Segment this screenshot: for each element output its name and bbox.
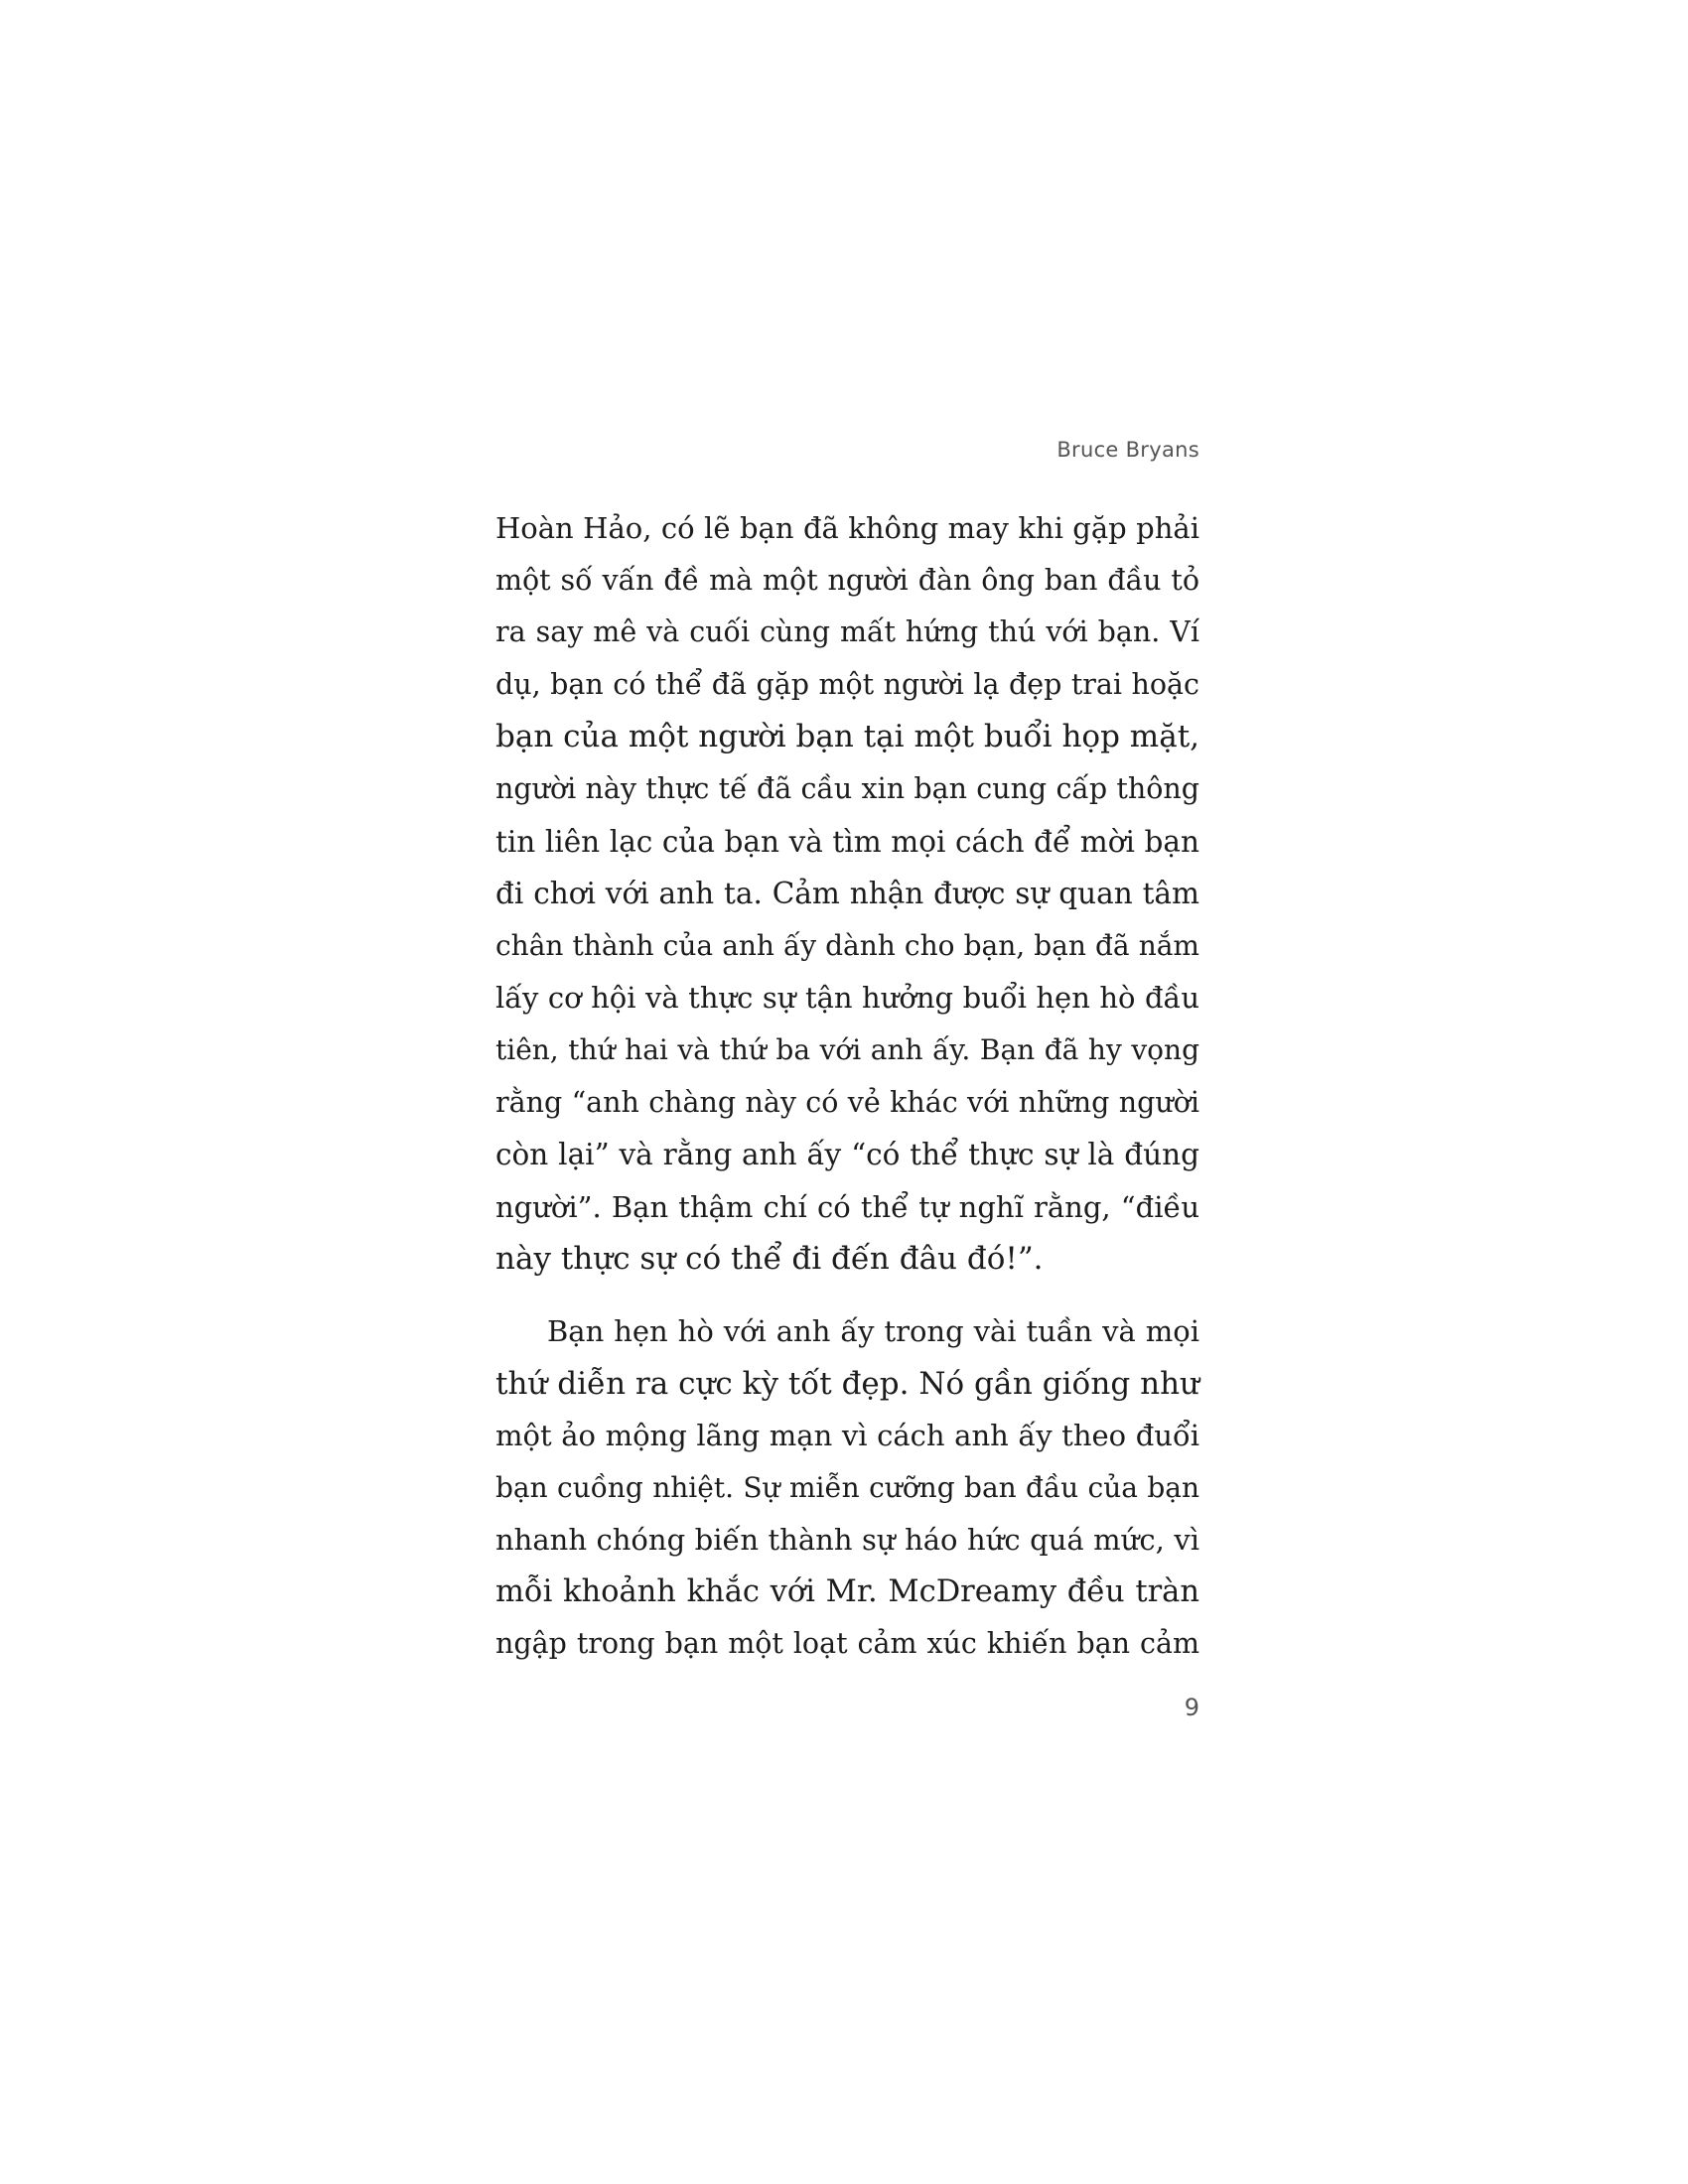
- text-line: lấy cơ hội và thực sự tận hưởng buổi hẹn hò đầu: [495, 981, 1199, 1016]
- text-line: ngập trong bạn một loạt cảm xúc khiến bạn cảm: [495, 1627, 1199, 1661]
- text-line: ra say mê và cuối cùng mất hứng thú với bạn. Ví: [495, 615, 1199, 649]
- paragraph-1: [495, 502, 1199, 1286]
- text-line: thứ diễn ra cực kỳ tốt đẹp. Nó gần giống như: [495, 1365, 1199, 1402]
- text-line: nhanh chóng biến thành sự háo hức quá mức, vì: [495, 1523, 1199, 1558]
- text-line: một ảo mộng lãng mạn vì cách anh ấy theo đuổi: [495, 1419, 1199, 1453]
- text-line: bạn của một người bạn tại một buổi họp mặt,: [495, 719, 1199, 755]
- running-head-author: Bruce Bryans: [1056, 438, 1199, 462]
- text-line: Bạn hẹn hò với anh ấy trong vài tuần và mọi: [547, 1313, 1199, 1348]
- text-line: tin liên lạc của bạn và tìm mọi cách để mời bạn: [495, 824, 1199, 859]
- text-line: rằng “anh chàng này có vẻ khác với những người: [495, 1085, 1199, 1119]
- text-line: Hoàn Hảo, có lẽ bạn đã không may khi gặp phải: [495, 511, 1199, 545]
- text-line: dụ, bạn có thể đã gặp một người lạ đẹp trai hoặc: [495, 667, 1199, 701]
- body-text: [495, 502, 1199, 1671]
- paragraph-2: [495, 1305, 1199, 1671]
- text-line: người này thực tế đã cầu xin bạn cung cấp thông: [495, 771, 1199, 805]
- text-line: đi chơi với anh ta. Cảm nhận được sự quan tâm: [495, 877, 1199, 911]
- page-number: 9: [1184, 1694, 1199, 1721]
- text-line: một số vấn đề mà một người đàn ông ban đầu tỏ: [495, 563, 1199, 597]
- text-line: này thực sự có thể đi đến đâu đó!”.: [495, 1241, 1044, 1278]
- text-line: tiên, thứ hai và thứ ba với anh ấy. Bạn đã hy vọng: [495, 1032, 1199, 1066]
- text-line: mỗi khoảnh khắc với Mr. McDreamy đều tràn: [495, 1573, 1199, 1609]
- text-line: người”. Bạn thậm chí có thể tự nghĩ rằng, “điều: [495, 1189, 1199, 1224]
- text-line: chân thành của anh ấy dành cho bạn, bạn đã nắm: [495, 928, 1199, 962]
- text-line: bạn cuồng nhiệt. Sự miễn cưỡng ban đầu của bạn: [495, 1470, 1199, 1504]
- paragraph-gap: [495, 1286, 1199, 1305]
- text-line: còn lại” và rằng anh ấy “có thể thực sự là đúng: [495, 1138, 1199, 1172]
